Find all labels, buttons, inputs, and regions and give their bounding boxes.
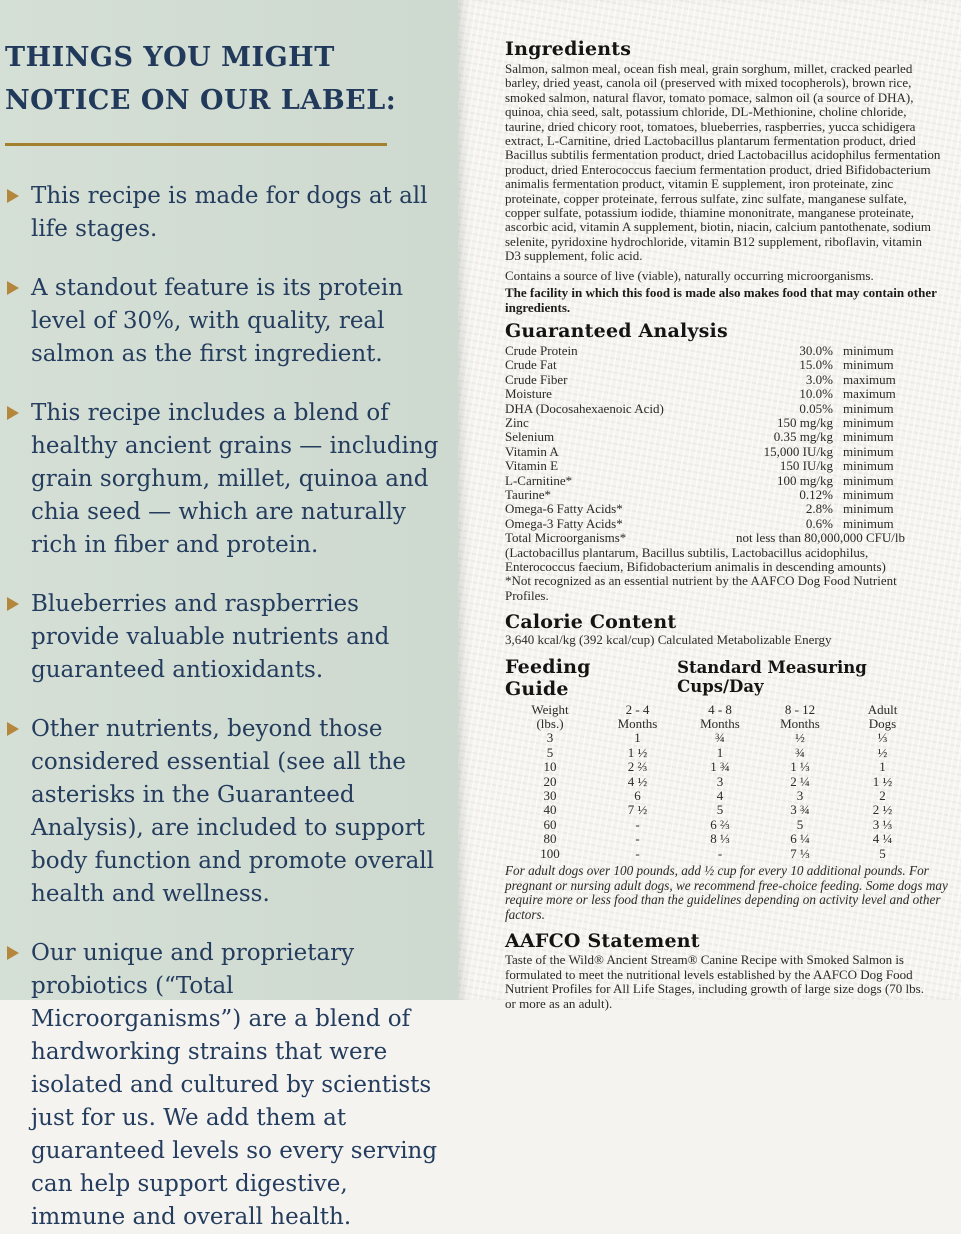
gold-divider <box>5 143 387 146</box>
aafco-statement-text: Taste of the Wild® Ancient Stream® Canine Recipe with Smoked Salmon is formulated to meet the nutritional levels established by the AAFCO Dog Food Nutrient Profiles for All Life Stages, including growth of large size dogs (70 lbs. or more as an adult). <box>505 952 924 1011</box>
ga-value: 100 mg/kg <box>777 472 833 488</box>
bullet-item <box>5 713 442 911</box>
feeding-guide-cell: 6 <box>634 788 641 804</box>
feeding-guide-cell: 4 ½ <box>627 773 648 789</box>
triangle-bullet-icon <box>7 722 19 736</box>
feeding-guide-cell: 2 ½ <box>872 802 893 818</box>
ga-row <box>505 430 905 444</box>
bullet-text: Our unique and proprietary probiotics (“Total Microorganisms”) are a blend of hardworking strains that were isolated and cultured by scientists just for us. We add them at guaranteed levels so every serving can help support digestive, immune and overall health. <box>31 940 438 1230</box>
feeding-guide-cell: 3 <box>716 773 724 789</box>
feeding-guide-cell: ½ <box>877 744 888 760</box>
ga-label: Crude Fiber <box>505 371 568 387</box>
ga-row <box>505 474 905 488</box>
column-header-line: Weight <box>531 701 569 717</box>
guaranteed-analysis-heading: Guaranteed Analysis <box>505 319 728 342</box>
column-header-line: Months <box>780 716 820 732</box>
ga-nutrient: Total Microorganisms* <box>505 530 627 546</box>
feeding-guide-heading-row <box>505 656 941 700</box>
ga-qual: maximum <box>843 386 896 402</box>
asterisk-footnote: *Not recognized as an essential nutrient by the AAFCO Dog Food Nutrient Profiles. <box>505 573 897 603</box>
feeding-guide-header-row <box>505 703 925 732</box>
column-header-line: 8 - 12 <box>784 701 816 717</box>
triangle-bullet-icon <box>7 406 19 420</box>
ga-value: 0.35 mg/kg <box>773 429 833 445</box>
ga-label: Crude Protein <box>505 342 578 358</box>
ga-value: 0.6% <box>805 515 833 531</box>
feeding-guide-cell: 1 ⅓ <box>790 759 810 775</box>
ga-label: L-Carnitine* <box>505 472 573 488</box>
feeding-guide-cell: 8 ⅓ <box>710 831 730 847</box>
ga-value: 10.0% <box>799 386 833 402</box>
feeding-guide-cell: 5 <box>879 845 886 861</box>
ga-row <box>505 402 905 416</box>
panel-title-line2: NOTICE ON OUR LABEL: <box>5 85 397 116</box>
column-header-line: Months <box>700 716 740 732</box>
feeding-guide-cell: 5 <box>796 816 804 832</box>
ga-label: Vitamin A <box>505 443 559 459</box>
feeding-guide-cell: 3 ⅓ <box>872 816 893 832</box>
calorie-content-text: 3,640 kcal/kg (392 kcal/cup) Calculated Metabolizable Energy <box>505 632 832 648</box>
measuring-cups-subheading: Standard Measuring Cups/Day <box>677 657 867 696</box>
feeding-guide-cell: 3 <box>546 730 554 746</box>
bullet-text: This recipe is made for dogs at all life stages. <box>31 183 428 242</box>
ga-row <box>505 416 905 430</box>
ga-qual: minimum <box>843 501 894 517</box>
feeding-guide-cell: - <box>635 831 640 847</box>
ga-value: 0.05% <box>799 400 833 416</box>
feeding-guide-cell: 1 <box>716 744 724 760</box>
feeding-guide-cell: 1 ¾ <box>710 759 730 775</box>
column-header <box>595 703 680 732</box>
feeding-guide-cell: 1 <box>879 759 886 775</box>
feeding-guide-cell: - <box>635 816 640 832</box>
live-microorganisms-note: Contains a source of live (viable), naturally occurring microorganisms. <box>505 267 874 283</box>
ga-qual: minimum <box>843 400 894 416</box>
feeding-guide-cell: 4 <box>716 788 724 804</box>
ga-value: 30.0% <box>799 342 833 358</box>
ingredients-heading: Ingredients <box>505 38 632 60</box>
feeding-guide-cell: 2 ¼ <box>790 773 810 789</box>
feeding-guide-cell: ¾ <box>795 744 805 760</box>
ga-label: Zinc <box>505 414 529 430</box>
column-header-line: Adult <box>867 701 898 717</box>
feeding-guide-cell: 80 <box>543 831 557 847</box>
triangle-bullet-icon <box>7 281 19 295</box>
microorganisms-detail: (Lactobacillus plantarum, Bacillus subtilis, Lactobacillus acidophilus, Enterococcus faecium, Bifidobacterium animalis in descending amounts) <box>505 544 886 574</box>
ga-row <box>505 459 905 473</box>
feeding-guide-cell: 30 <box>543 788 557 804</box>
feeding-guide-cell: 60 <box>543 816 557 832</box>
feeding-guide-cell: ½ <box>795 730 805 746</box>
column-header <box>505 703 595 732</box>
ga-value: 3.0% <box>805 371 833 387</box>
ga-qual: minimum <box>843 515 894 531</box>
ga-row <box>505 373 905 387</box>
ga-value: 150 IU/kg <box>779 458 833 474</box>
ga-qual: minimum <box>843 458 894 474</box>
feeding-guide-cell: 4 ¼ <box>872 831 893 847</box>
feeding-guide-cell: 5 <box>546 744 554 760</box>
feeding-guide-cell: 20 <box>543 773 557 789</box>
feeding-guide-cell: 40 <box>543 802 557 818</box>
ga-qual: minimum <box>843 443 894 459</box>
feeding-guide-cell: 1 ½ <box>872 773 893 789</box>
feeding-guide-row <box>505 832 925 846</box>
column-header <box>840 703 925 732</box>
bullet-item <box>5 397 442 562</box>
triangle-bullet-icon <box>7 946 19 960</box>
column-header-line: 4 - 8 <box>708 701 732 717</box>
ga-value: 150 mg/kg <box>777 414 833 430</box>
ga-row <box>505 445 905 459</box>
feeding-guide-row <box>505 818 925 832</box>
ga-value: 15,000 IU/kg <box>763 443 833 459</box>
ga-label: Crude Fat <box>505 357 557 373</box>
feeding-guide-cell: 7 ½ <box>627 802 648 818</box>
bullet-text: Blueberries and raspberries provide valuable nutrients and guaranteed antioxidants. <box>31 591 390 683</box>
ga-label: Selenium <box>505 429 555 445</box>
ga-row <box>505 517 905 531</box>
feeding-guide-row <box>505 746 925 760</box>
ga-value: 15.0% <box>799 357 833 373</box>
feeding-guide-table <box>505 703 925 861</box>
triangle-bullet-icon <box>7 189 19 203</box>
guaranteed-analysis-rows <box>505 344 905 531</box>
column-header-line: 2 - 4 <box>625 701 650 717</box>
feeding-guide-cell: 100 <box>540 845 560 861</box>
feeding-guide-cell: 5 <box>716 802 724 818</box>
calorie-content-heading: Calorie Content <box>505 611 677 634</box>
feeding-guide-cell: 2 ⅔ <box>627 759 648 775</box>
ga-row <box>505 502 905 516</box>
ga-row <box>505 358 905 372</box>
left-info-panel <box>0 0 458 1230</box>
ga-qual: minimum <box>843 472 894 488</box>
feeding-guide-cell: - <box>717 845 723 861</box>
ga-label: Vitamin E <box>505 458 559 474</box>
bullet-item <box>5 937 442 1234</box>
feeding-guide-row <box>505 775 925 789</box>
feeding-guide-cell: 7 ⅓ <box>790 845 810 861</box>
feeding-guide-heading: Feeding Guide <box>505 655 591 700</box>
ga-qual: minimum <box>843 357 894 373</box>
bullet-text: This recipe includes a blend of healthy ancient grains — including grain sorghum, millet, quinoa and chia seed — which are naturally rich in fiber and protein. <box>31 400 439 558</box>
feeding-guide-cell: 2 <box>879 788 886 804</box>
feeding-guide-cell: - <box>635 845 640 861</box>
label-paper-panel <box>458 0 961 1011</box>
ingredients-text: Salmon, salmon meal, ocean fish meal, grain sorghum, millet, cracked pearled barley, dried yeast, canola oil (preserved with mixed tocopherols), brown rice, smoked salmon, natural flavor, tomato pomace, salmon oil (a source of DHA), quinoa, chia seed, salt, potassium chloride, DL-Methionine, choline chloride, taurine, dried chicory root, tomatoes, blueberries, raspberries, yucca schidigera extract, L-Carnitine, dried Lactobacillus plantarum fermentation product, dried Bacillus subtilis fermentation product, dried Lactobacillus acidophilus fermentation product, dried Enterococcus faecium fermentation product, dried Bifidobacterium animalis fermentation product, vitamin E supplement, iron proteinate, zinc proteinate, copper proteinate, ferrous sulfate, zinc sulfate, manganese sulfate, copper sulfate, potassium iodide, thiamine mononitrate, manganese proteinate, ascorbic acid, vitamin A supplement, biotin, niacin, calcium pantothenate, sodium selenite, pyridoxine hydrochloride, vitamin B12 supplement, riboflavin, vitamin D3 supplement, folic acid. <box>505 61 941 264</box>
feeding-guide-row <box>505 803 925 817</box>
feeding-guide-cell: 10 <box>543 759 557 775</box>
column-header-line: (lbs.) <box>536 716 564 732</box>
ga-qual: minimum <box>843 486 894 502</box>
ga-qual: minimum <box>843 429 894 445</box>
feeding-guide-note: For adult dogs over 100 pounds, add ½ cup for every 10 additional pounds. For pregnant or nursing adult dogs, we recommend free-choice feeding. Some dogs may require more or less food than the guidelines depending on activity level and other factors. <box>505 863 948 922</box>
feeding-guide-cell: 1 <box>634 730 641 746</box>
ga-row-total-microorganisms <box>505 531 905 545</box>
ga-row <box>505 488 905 502</box>
column-header <box>760 703 840 732</box>
bullet-text: Other nutrients, beyond those considered essential (see all the asterisks in the Guaranteed Analysis), are included to support body function and promote overall health and wellness. <box>31 716 435 907</box>
bullet-item <box>5 588 442 687</box>
bullet-item <box>5 272 442 371</box>
feeding-guide-row <box>505 847 925 861</box>
panel-title <box>5 36 442 122</box>
feeding-guide-row <box>505 760 925 774</box>
notice-bullet-list <box>5 180 442 1234</box>
feeding-guide-cell: 3 <box>796 788 804 804</box>
feeding-guide-cell: 3 ¾ <box>790 802 810 818</box>
facility-note: The facility in which this food is made also makes food that may contain other ingredients. <box>505 285 937 315</box>
ga-row <box>505 344 905 358</box>
column-header <box>680 703 760 732</box>
feeding-guide-cell: ¾ <box>715 730 725 746</box>
ga-value: not less than 80,000,000 CFU/lb <box>735 530 905 546</box>
ga-value: 0.12% <box>799 486 833 502</box>
ga-label: Omega-6 Fatty Acids* <box>505 501 623 517</box>
ga-value: 2.8% <box>805 501 833 517</box>
triangle-bullet-icon <box>7 597 19 611</box>
ga-qual: minimum <box>843 342 894 358</box>
feeding-guide-cell: ⅓ <box>877 730 888 746</box>
feeding-guide-row <box>505 789 925 803</box>
ga-label: Taurine* <box>505 486 552 502</box>
feeding-guide-row <box>505 731 925 745</box>
ga-label: Omega-3 Fatty Acids* <box>505 515 623 531</box>
feeding-guide-cell: 6 ⅔ <box>710 816 730 832</box>
column-header-line: Months <box>617 716 658 732</box>
ga-qual: minimum <box>843 414 894 430</box>
ga-row <box>505 387 905 401</box>
panel-title-line1: THINGS YOU MIGHT <box>5 42 335 73</box>
feeding-guide-rows <box>505 731 925 861</box>
feeding-guide-cell: 1 ½ <box>627 744 648 760</box>
ga-qual: maximum <box>843 371 896 387</box>
ga-label: DHA (Docosahexaenoic Acid) <box>505 400 664 416</box>
feeding-guide-cell: 6 ¼ <box>790 831 810 847</box>
column-header-line: Dogs <box>868 716 897 732</box>
aafco-statement-heading: AAFCO Statement <box>505 930 700 953</box>
bullet-text: A standout feature is its protein level of 30%, with quality, real salmon as the first ingredient. <box>31 275 404 367</box>
guaranteed-analysis-table <box>505 344 905 546</box>
bullet-item <box>5 180 442 246</box>
ga-label: Moisture <box>505 386 552 402</box>
